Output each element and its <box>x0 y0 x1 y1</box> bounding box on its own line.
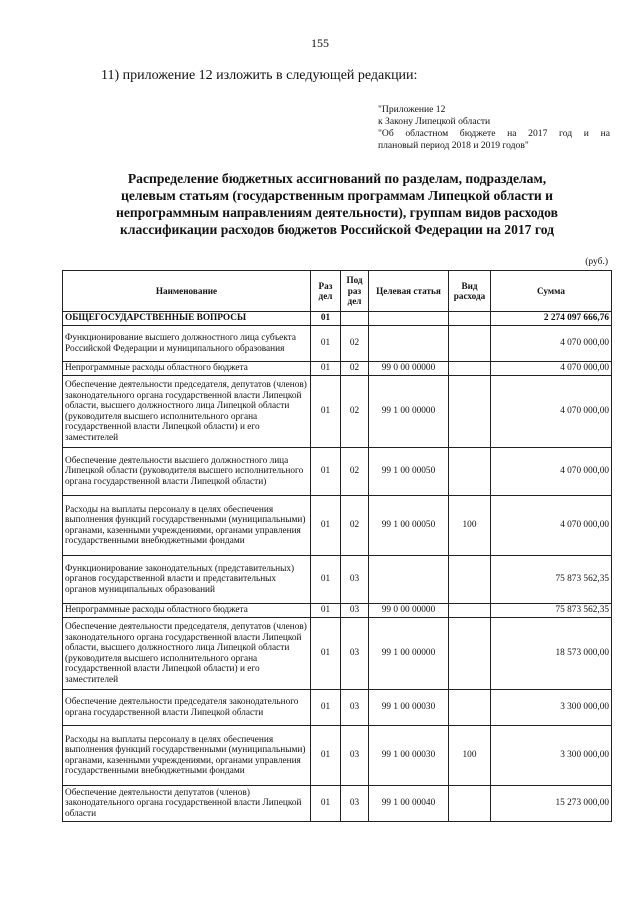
row-section: 01 <box>311 448 341 496</box>
table-row <box>63 690 612 726</box>
row-kind <box>449 376 491 448</box>
row-name: Обеспечение деятельности председателя законодательного органа государственной власти Липецкой области <box>63 690 311 726</box>
title-line: целевым статьям (государственным программам Липецкой области и <box>121 188 553 203</box>
row-name: Функционирование законодательных (представительных) органов государственной власти и представительных органов муниципальных образований <box>63 556 311 604</box>
row-subsection: 03 <box>341 556 369 604</box>
table-header-row <box>63 271 612 312</box>
row-target <box>369 312 449 326</box>
row-name: Непрограммные расходы областного бюджета <box>63 604 311 618</box>
row-subsection: 03 <box>341 618 369 690</box>
row-kind <box>449 690 491 726</box>
row-kind <box>449 326 491 362</box>
row-subsection: 02 <box>341 326 369 362</box>
row-target <box>369 326 449 362</box>
table-row <box>63 496 612 556</box>
row-section: 01 <box>311 726 341 786</box>
row-section: 01 <box>311 786 341 822</box>
row-target: 99 1 00 00000 <box>369 618 449 690</box>
row-kind <box>449 618 491 690</box>
row-target: 99 1 00 00040 <box>369 786 449 822</box>
row-kind <box>449 786 491 822</box>
instruction-text: 11) приложение 12 изложить в следующей редакции: <box>101 68 418 83</box>
row-name: Расходы на выплаты персоналу в целях обеспечения выполнения функций государственными (муниципальными) органами, казенными учреждениями, органами управления государственными внебюджетными фондами <box>63 496 311 556</box>
row-sum: 75 873 562,35 <box>491 604 612 618</box>
row-kind <box>449 556 491 604</box>
unit-label: (руб.) <box>585 257 608 267</box>
row-subsection: 02 <box>341 496 369 556</box>
row-sum: 4 070 000,00 <box>491 362 612 376</box>
row-section: 01 <box>311 362 341 376</box>
header-name: Наименование <box>63 271 311 312</box>
row-name: Непрограммные расходы областного бюджета <box>63 362 311 376</box>
row-kind <box>449 312 491 326</box>
table-body <box>63 312 612 822</box>
appendix-line: плановый период 2018 и 2019 годов" <box>378 140 529 151</box>
row-name: Обеспечение деятельности высшего должностного лица Липецкой области (руководителя высшего исполнительного органа государственной власти Липецкой области) <box>63 448 311 496</box>
row-kind <box>449 604 491 618</box>
row-kind: 100 <box>449 726 491 786</box>
page-number: 155 <box>311 36 329 50</box>
row-sum: 4 070 000,00 <box>491 448 612 496</box>
appendix-line: "Об областном бюджете на 2017 год и на <box>378 128 610 139</box>
table-row <box>63 726 612 786</box>
row-name: ОБЩЕГОСУДАРСТВЕННЫЕ ВОПРОСЫ <box>63 312 311 326</box>
row-kind: 100 <box>449 496 491 556</box>
row-subsection: 02 <box>341 362 369 376</box>
title-line: непрограммным направлениям деятельности), группам видов расходов <box>116 205 558 220</box>
table-row <box>63 604 612 618</box>
row-kind <box>449 448 491 496</box>
row-subsection <box>341 312 369 326</box>
table-row <box>63 376 612 448</box>
document-title <box>64 170 610 238</box>
table-row <box>63 618 612 690</box>
row-subsection: 02 <box>341 448 369 496</box>
row-name: Расходы на выплаты персоналу в целях обеспечения выполнения функций государственными (муниципальными) органами, казенными учреждениями, органами управления государственными внебюджетными фондами <box>63 726 311 786</box>
row-target: 99 1 00 00050 <box>369 496 449 556</box>
row-target: 99 0 00 00000 <box>369 362 449 376</box>
header-subsection: Под раз дел <box>341 271 369 312</box>
row-name: Функционирование высшего должностного лица субъекта Российской Федерации и муниципального образования <box>63 326 311 362</box>
row-sum: 75 873 562,35 <box>491 556 612 604</box>
row-target: 99 0 00 00000 <box>369 604 449 618</box>
row-subsection: 03 <box>341 604 369 618</box>
row-sum: 4 070 000,00 <box>491 496 612 556</box>
row-section: 01 <box>311 312 341 326</box>
row-name: Обеспечение деятельности председателя, депутатов (членов) законодательного органа государственной власти Липецкой области, высшего должностного лица Липецкой области (руководителя высшего исполнительного органа государственной власти Липецкой области) и его заместителей <box>63 376 311 448</box>
appendix-line: к Закону Липецкой области <box>378 116 491 127</box>
title-line: классификации расходов бюджетов Российской Федерации на 2017 год <box>119 222 554 237</box>
row-section: 01 <box>311 376 341 448</box>
table-row <box>63 312 612 326</box>
row-section: 01 <box>311 326 341 362</box>
row-subsection: 03 <box>341 726 369 786</box>
row-target: 99 1 00 00030 <box>369 726 449 786</box>
row-name: Обеспечение деятельности депутатов (членов) законодательного органа государственной власти Липецкой области <box>63 786 311 822</box>
header-kind: Вид расхода <box>449 271 491 312</box>
title-line: Распределение бюджетных ассигнований по разделам, подразделам, <box>127 171 547 186</box>
row-subsection: 02 <box>341 376 369 448</box>
row-target: 99 1 00 00000 <box>369 376 449 448</box>
row-section: 01 <box>311 618 341 690</box>
row-sum: 3 300 000,00 <box>491 690 612 726</box>
row-subsection: 03 <box>341 690 369 726</box>
row-section: 01 <box>311 604 341 618</box>
row-target: 99 1 00 00030 <box>369 690 449 726</box>
table-row <box>63 786 612 822</box>
row-section: 01 <box>311 556 341 604</box>
row-sum: 2 274 097 666,76 <box>491 312 612 326</box>
row-sum: 4 070 000,00 <box>491 376 612 448</box>
row-section: 01 <box>311 690 341 726</box>
row-target: 99 1 00 00050 <box>369 448 449 496</box>
row-subsection: 03 <box>341 786 369 822</box>
table-row <box>63 556 612 604</box>
row-kind <box>449 362 491 376</box>
table-row <box>63 448 612 496</box>
row-name: Обеспечение деятельности председателя, депутатов (членов) законодательного органа государственной власти Липецкой области, высшего должностного лица Липецкой области (руководителя высшего исполнительного органа государственной власти Липецкой области) и его заместителей <box>63 618 311 690</box>
header-target: Целевая статья <box>369 271 449 312</box>
row-sum: 15 273 000,00 <box>491 786 612 822</box>
row-sum: 18 573 000,00 <box>491 618 612 690</box>
row-sum: 4 070 000,00 <box>491 326 612 362</box>
table-row <box>63 362 612 376</box>
row-section: 01 <box>311 496 341 556</box>
appendix-note <box>378 104 610 152</box>
appendix-line: "Приложение 12 <box>378 104 446 115</box>
row-target <box>369 556 449 604</box>
table-row <box>63 326 612 362</box>
budget-table <box>62 270 612 822</box>
header-section: Раз дел <box>311 271 341 312</box>
header-sum: Сумма <box>491 271 612 312</box>
row-sum: 3 300 000,00 <box>491 726 612 786</box>
